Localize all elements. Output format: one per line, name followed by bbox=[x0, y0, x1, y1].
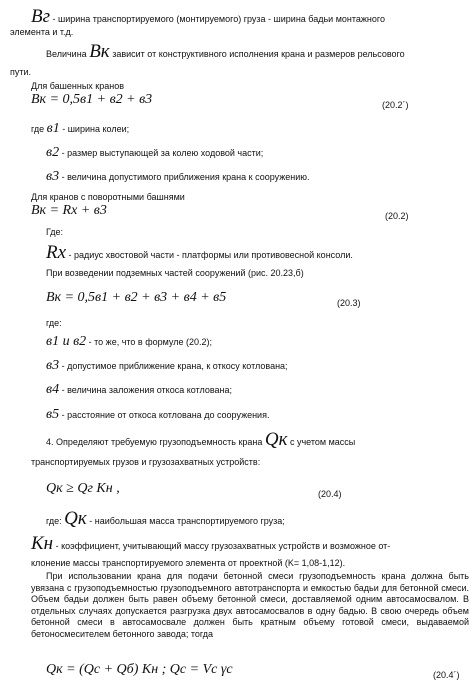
symbol-q-k: Qк bbox=[264, 429, 288, 450]
text: где bbox=[31, 124, 47, 134]
text-line: Для кранов с поворотными башнями bbox=[31, 192, 185, 202]
text-line: Для башенных кранов bbox=[31, 81, 125, 91]
text-line: клонение массы транспортируемого элемента от проектной (K= 1,08-1,12). bbox=[31, 558, 346, 568]
symbol-v1: в1 bbox=[46, 121, 60, 136]
symbol-v4: в4 bbox=[46, 382, 60, 397]
equation-number: (20.3) bbox=[337, 298, 361, 308]
text-line: пути. bbox=[10, 67, 32, 77]
equation-number: (20.4) bbox=[318, 489, 342, 499]
formula-20-4: Qк ≥ Qг Kн , bbox=[46, 481, 120, 496]
text: - наибольшая масса транспортируемого груза; bbox=[86, 516, 285, 526]
text: - то же, что в формуле (20.2); bbox=[86, 337, 212, 347]
text: 4. Определяют требуемую грузоподъемность крана bbox=[46, 437, 265, 447]
text-line: При возведении подземных частей сооружений (рис. 20.23,б) bbox=[46, 268, 304, 278]
line-bk-intro bbox=[46, 41, 405, 64]
formula-20-2: Bк = Rх + в3 bbox=[31, 203, 107, 218]
equation-number: (20.4´) bbox=[433, 670, 460, 680]
line-v5 bbox=[46, 407, 269, 424]
text: - допустимое приближение крана, к откосу котлована; bbox=[59, 361, 288, 371]
equation-number: (20.2) bbox=[385, 211, 409, 221]
line-v2 bbox=[46, 145, 263, 162]
line-step-4 bbox=[46, 429, 355, 452]
text-line: Где: bbox=[46, 227, 64, 237]
symbol-k-n: Kн bbox=[31, 533, 54, 554]
text-line: где: bbox=[46, 318, 62, 328]
text: - радиус хвостовой части - платформы или противовесной консоли. bbox=[66, 250, 353, 260]
symbol-r-x: Rх bbox=[46, 242, 67, 263]
symbol-v3: в3 bbox=[46, 358, 60, 373]
formula-20-3: Bк = 0,5в1 + в2 + в3 + в4 + в5 bbox=[46, 290, 227, 305]
symbol-v5: в5 bbox=[46, 407, 60, 422]
line-v1 bbox=[31, 121, 129, 138]
equation-number: (20.2´) bbox=[382, 100, 409, 110]
text: - ширина транспортируемого (монтируемого) груза - ширина бадьи монтажного bbox=[50, 14, 385, 24]
line-v4 bbox=[46, 382, 232, 399]
text-line: элемента и т.д. bbox=[10, 27, 74, 37]
line-v3-b bbox=[46, 358, 288, 375]
symbol-q-k: Qк bbox=[64, 508, 87, 529]
formula-20-4-prime: Qк = (Qс + Qб) Kн ; Qс = Vс γс bbox=[46, 662, 233, 677]
text: - размер выступающей за колею ходовой части; bbox=[59, 148, 264, 158]
symbol-v2: в2 bbox=[46, 145, 60, 160]
line-v1-v2 bbox=[46, 334, 212, 351]
symbol-b-k: Bк bbox=[89, 41, 110, 62]
line-bg-definition bbox=[31, 6, 385, 29]
line-v3 bbox=[46, 169, 309, 186]
text: - величина допустимого приближения крана к сооружению. bbox=[59, 172, 310, 182]
text-line: транспортируемых грузов и грузозахватных устройств: bbox=[31, 457, 261, 467]
text: зависит от конструктивного исполнения крана и размеров рельсового bbox=[109, 49, 405, 59]
text: - величина заложения откоса котлована; bbox=[59, 385, 232, 395]
text: - расстояние от откоса котлована до сооружения. bbox=[59, 410, 270, 420]
line-kn bbox=[31, 533, 390, 556]
line-rx bbox=[46, 242, 353, 265]
text: - ширина колеи; bbox=[59, 124, 130, 134]
symbol-v1-v2: в1 и в2 bbox=[46, 334, 87, 349]
text: Величина bbox=[46, 49, 90, 59]
formula-20-2-prime: Bк = 0,5в1 + в2 + в3 bbox=[31, 92, 153, 107]
symbol-b-g: Bг bbox=[31, 6, 51, 27]
text: - коэффициент, учитывающий массу грузозахватных устройств и возможное от- bbox=[53, 541, 391, 551]
line-qk bbox=[46, 508, 285, 531]
paragraph-concrete-supply: При использовании крана для подачи бетонной смеси грузоподъемность крана должна быть увязана с грузоподъемностью грузоподъемного автотранспорта и емкостью бадьи для бетонной смеси. Объем бадьи должен быть равен объему бетонной смеси, доставляемой одним автосамосвалом. В отдельных случаях допускается разгрузка двух автосамосвалов в одну бадью. В свою очередь объем бетонной смеси в автосамосвале должен быть кратным объему готовой смеси, выдаваемой бетоносмесителем бетонного завода; тогда bbox=[31, 571, 469, 639]
text: с учетом массы bbox=[287, 437, 356, 447]
symbol-v3: в3 bbox=[46, 169, 60, 184]
text: где: bbox=[46, 516, 65, 526]
